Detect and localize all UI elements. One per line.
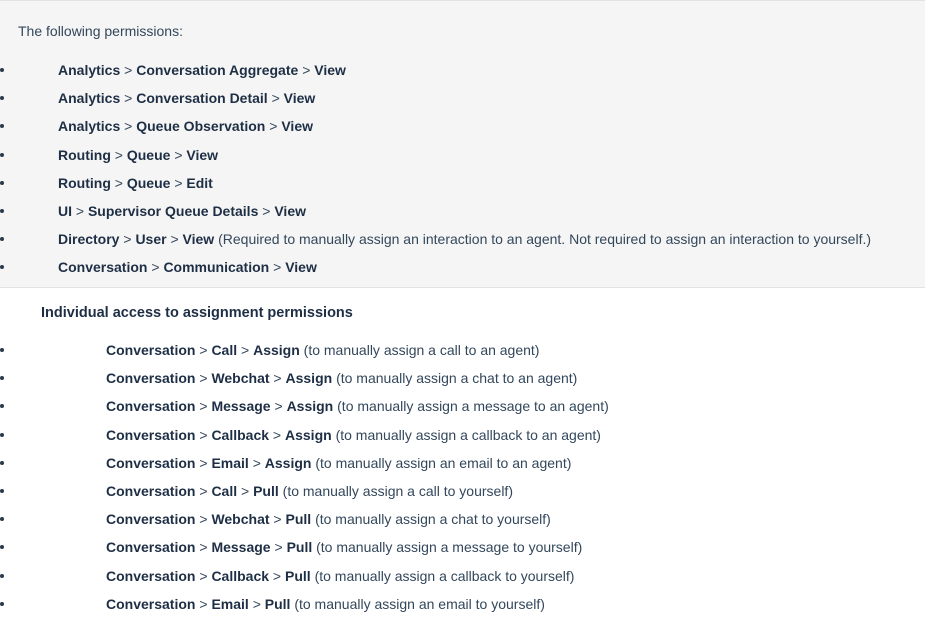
permission-segment: Call bbox=[211, 482, 238, 499]
permission-segment: Assign bbox=[285, 370, 333, 387]
permission-path bbox=[58, 201, 306, 221]
bullet-icon bbox=[0, 545, 4, 549]
permission-note: (to manually assign a callback to yourself) bbox=[314, 567, 575, 584]
permission-segment: User bbox=[135, 231, 167, 248]
permission-path bbox=[58, 145, 218, 165]
path-separator: > bbox=[241, 482, 250, 499]
permission-segment: Analytics bbox=[58, 90, 121, 107]
permission-segment: Conversation Detail bbox=[136, 90, 268, 107]
permission-note: (to manually assign an email to an agent) bbox=[315, 454, 572, 471]
bullet-icon bbox=[0, 404, 4, 408]
permission-segment: Conversation bbox=[106, 595, 196, 612]
path-separator: > bbox=[124, 90, 133, 107]
permission-segment: Queue bbox=[126, 174, 171, 191]
path-separator: > bbox=[269, 118, 278, 135]
path-separator: > bbox=[123, 231, 132, 248]
path-separator: > bbox=[199, 370, 208, 387]
permission-segment: Assign bbox=[253, 342, 300, 358]
bullet-icon bbox=[0, 461, 4, 465]
permission-segment: Conversation bbox=[106, 539, 196, 556]
permission-segment: Assign bbox=[264, 454, 312, 471]
permission-path bbox=[106, 566, 574, 586]
path-separator: > bbox=[174, 174, 183, 191]
permission-segment: Message bbox=[211, 539, 271, 556]
permission-note: (to manually assign a call to yourself) bbox=[282, 482, 513, 499]
permission-segment: Conversation bbox=[106, 482, 196, 499]
bullet-icon bbox=[0, 265, 4, 269]
section-heading: Individual access to assignment permissions bbox=[41, 305, 353, 321]
permission-segment: View bbox=[281, 118, 313, 135]
permission-note: (to manually assign an email to yourself) bbox=[294, 595, 545, 612]
permission-note: (Required to manually assign an interaction to an agent. Not required to assign an interaction to yourself.) bbox=[218, 231, 872, 248]
permission-segment: Conversation Aggregate bbox=[136, 62, 299, 78]
path-separator: > bbox=[199, 454, 208, 471]
permission-segment: View bbox=[283, 90, 316, 107]
permission-segment: Email bbox=[211, 595, 249, 612]
permission-segment: Pull bbox=[286, 539, 313, 556]
permission-path bbox=[106, 537, 582, 557]
bullet-icon bbox=[0, 517, 4, 521]
permission-segment: Conversation bbox=[106, 370, 196, 387]
path-separator: > bbox=[271, 90, 280, 107]
path-separator: > bbox=[252, 595, 261, 612]
permission-path bbox=[58, 229, 871, 249]
permission-segment: Email bbox=[211, 454, 249, 471]
permission-path bbox=[106, 481, 513, 501]
bullet-icon bbox=[0, 433, 4, 437]
permission-segment: Assign bbox=[285, 426, 332, 443]
permission-segment: Analytics bbox=[58, 118, 121, 135]
path-separator: > bbox=[174, 146, 183, 163]
permission-segment: Queue Observation bbox=[136, 118, 266, 135]
permission-segment: Supervisor Queue Details bbox=[87, 202, 259, 219]
path-separator: > bbox=[262, 202, 271, 219]
permission-segment: Callback bbox=[211, 426, 270, 443]
path-separator: > bbox=[199, 567, 208, 584]
permission-segment: Webchat bbox=[211, 511, 270, 528]
permission-path bbox=[58, 116, 313, 136]
bullet-icon bbox=[0, 602, 4, 606]
path-separator: > bbox=[124, 118, 133, 135]
permission-segment: View bbox=[274, 202, 306, 219]
permission-segment: Conversation bbox=[106, 454, 196, 471]
path-separator: > bbox=[199, 398, 208, 415]
permission-segment: Communication bbox=[163, 259, 270, 276]
path-separator: > bbox=[75, 202, 85, 219]
permission-segment: Pull bbox=[285, 567, 311, 584]
permission-segment: Conversation bbox=[106, 398, 196, 415]
path-separator: > bbox=[272, 567, 282, 584]
permission-segment: View bbox=[314, 62, 346, 78]
permission-path bbox=[106, 509, 551, 529]
path-separator: > bbox=[273, 511, 282, 528]
permission-note: (to manually assign a chat to an agent) bbox=[336, 370, 578, 387]
path-separator: > bbox=[199, 511, 208, 528]
permission-segment: Queue bbox=[126, 146, 171, 163]
permission-segment: Callback bbox=[211, 567, 270, 584]
permission-path bbox=[58, 173, 213, 193]
path-separator: > bbox=[302, 62, 311, 78]
permission-segment: Conversation bbox=[58, 259, 148, 276]
permission-segment: View bbox=[186, 146, 219, 163]
permission-path bbox=[58, 60, 346, 80]
bullet-icon bbox=[0, 181, 4, 185]
permission-note: (to manually assign a message to an agent) bbox=[337, 398, 609, 415]
path-separator: > bbox=[273, 259, 282, 276]
path-separator: > bbox=[151, 259, 160, 276]
path-separator: > bbox=[273, 370, 282, 387]
permission-segment: Conversation bbox=[106, 511, 196, 528]
bullet-icon bbox=[0, 237, 4, 241]
permission-note: (to manually assign a chat to yourself) bbox=[315, 511, 551, 528]
bullet-icon bbox=[0, 124, 4, 128]
permission-path bbox=[106, 340, 539, 360]
bullet-icon bbox=[0, 153, 4, 157]
permission-segment: Pull bbox=[253, 482, 279, 499]
permission-note: (to manually assign a call to an agent) bbox=[303, 342, 540, 358]
path-separator: > bbox=[199, 539, 208, 556]
permission-segment: Pull bbox=[285, 511, 312, 528]
permission-path bbox=[106, 425, 601, 445]
permission-segment: Edit bbox=[186, 174, 213, 191]
permission-path bbox=[106, 594, 545, 614]
path-separator: > bbox=[241, 342, 250, 358]
permission-path bbox=[58, 257, 317, 277]
path-separator: > bbox=[114, 174, 123, 191]
path-separator: > bbox=[252, 454, 261, 471]
bullet-icon bbox=[0, 489, 4, 493]
permission-segment: Routing bbox=[58, 146, 111, 163]
permission-segment: Webchat bbox=[211, 370, 270, 387]
path-separator: > bbox=[114, 146, 123, 163]
bullet-icon bbox=[0, 348, 4, 352]
permission-segment: Conversation bbox=[106, 567, 196, 584]
permissions-panel bbox=[0, 0, 925, 288]
permission-note: (to manually assign a message to yourself) bbox=[316, 539, 583, 556]
path-separator: > bbox=[272, 426, 282, 443]
permission-segment: Pull bbox=[264, 595, 291, 612]
path-separator: > bbox=[199, 482, 208, 499]
permission-segment: Assign bbox=[286, 398, 334, 415]
path-separator: > bbox=[274, 398, 283, 415]
path-separator: > bbox=[199, 426, 208, 443]
bullet-icon bbox=[0, 68, 4, 72]
intro-text: The following permissions: bbox=[18, 23, 183, 39]
permission-segment: Directory bbox=[58, 231, 120, 248]
permission-segment: Call bbox=[211, 342, 238, 358]
permission-segment: Routing bbox=[58, 174, 111, 191]
permission-path bbox=[106, 396, 609, 416]
path-separator: > bbox=[170, 231, 179, 248]
permission-path bbox=[106, 368, 577, 388]
permission-path bbox=[58, 88, 315, 108]
path-separator: > bbox=[199, 342, 208, 358]
path-separator: > bbox=[124, 62, 133, 78]
permission-segment: View bbox=[182, 231, 215, 248]
bullet-icon bbox=[0, 376, 4, 380]
permission-segment: Conversation bbox=[106, 342, 196, 358]
path-separator: > bbox=[274, 539, 283, 556]
bullet-icon bbox=[0, 574, 4, 578]
permission-segment: Conversation bbox=[106, 426, 196, 443]
bullet-icon bbox=[0, 209, 4, 213]
permission-segment: Analytics bbox=[58, 62, 121, 78]
permission-note: (to manually assign a callback to an agent) bbox=[335, 426, 601, 443]
permission-path bbox=[106, 453, 571, 473]
path-separator: > bbox=[199, 595, 208, 612]
permission-segment: View bbox=[285, 259, 317, 276]
bullet-icon bbox=[0, 96, 4, 100]
permission-segment: Message bbox=[211, 398, 271, 415]
permission-segment: UI bbox=[58, 202, 72, 219]
